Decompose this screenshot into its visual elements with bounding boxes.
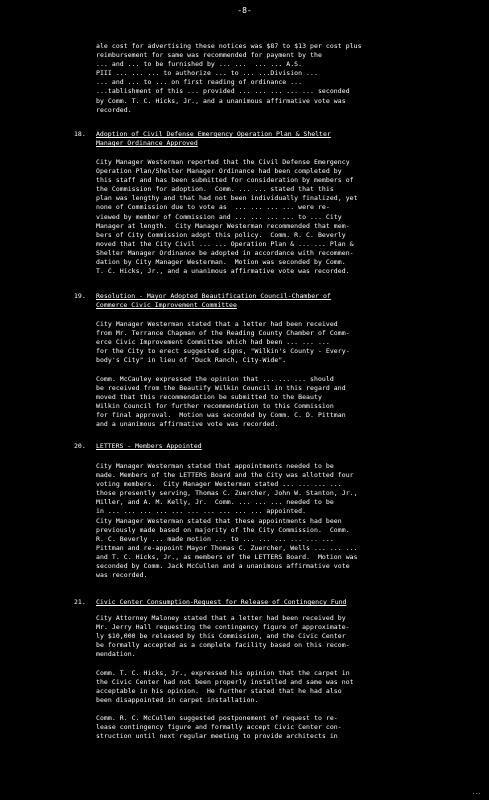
item-number: 19. [74,292,86,300]
item-body: City Attorney Maloney stated that a letter had been received by Mr. Jerry Hall requesting the contingency figure of approximate- ly $10,000 be released by this Commission, and the Civic Center be formally accepted as a complete facility based on this recom- mendation. Comm. T. C. Hicks, Jr., expressed his opinion that the carpet in the Civic Center had not been properly installed and same was not acceptable in his opinion. He further stated that he had also been disappointed in carpet installation. Comm. R. C. McCullen suggested postponement of request to re- lease contingency figure and formally accept Civic Center con- struction until next regular meeting to provide architects in [96,614,354,741]
item-body: City Manager Westerman stated that appointments needed to be made. Members of the LETTERS Board and the City was allotted four voting members. City Manager Westerman stated ... ... ... ... those presently serving, Thomas C. Zuercher, John W. Stanton, Jr., Miller, and A. M. Kelly, Jr. Comm. ... ... ... needed to be in ... ... ... ... ... ... ... ... ... ... appointed. City Manager Westerman stated that these appointments had been previously made based on majority of the City Commission. Comm. R. C. Beverly ... made motion ... to ... ... ... ... ... ... Pittman and re-appoint Mayor Thomas C. Zuercher, Wells ... ... ... and T. C. Hicks, Jr., as members of the LETTERS Board. Motion was seconded by Comm. Jack McCullen and a unanimous affirmative vote was recorded. [96,462,358,580]
intro-paragraph: ale cost for advertising these notices was $87 to $13 per cost plus reimbursement for same was recommended for payment by the ... and ... to be furnished by ... ... ... ... A.S. PIII ... ... ... to authorize ... to ... ...Division ... ... and ... to ... on first reading of ordinance ... ...tablishment of this ... provided ... ... ... ... ... seconded by Comm. T. C. Hicks, Jr., and a unanimous affirmative vote was recorded. [96,42,362,114]
item-body: City Manager Westerman reported that the Civil Defense Emergency Operation Plan/Shelter Manager Ordinance had been completed by this staff and has been submitted for consideration by members of the Commission for adoption. Comm. ... ... stated that this plan was lengthy and that had not been individually finalized, yet none of Commission due to vote as ... ... ... ... were re- viewed by member of Commission and ... ... ... ... to ... City Manager at length. City Manager Westerman recommended that mem- bers of City Commission adopt this policy. Comm. R. C. Beverly moved that the City Civil ... ... Operation Plan & ... ... Plan & Shelter Manager Ordinance be adopted in accordance with recommen- dation by City Manager Westerman. Motion was seconded by Comm. T. C. Hicks, Jr., and a unanimous affirmative vote was recorded. [96,158,358,276]
item-heading: Resolution - Mayor Adopted Beautification Council-Chamber of Commerce Civic Improvement Committee [96,292,331,310]
item-heading: LETTERS - Members Appointed [96,442,202,450]
item-heading: Civic Center Consumption-Request for Release of Contingency Fund [96,598,347,606]
item-number: 20. [74,442,86,450]
item-heading: Adoption of Civil Defense Emergency Operation Plan & Shelter Manager Ordinance Approved [96,130,331,148]
item-body: City Manager Westerman stated that a letter had been received from Mr. Terrance Chapman of the Reading County Chamber of Comm- erce Civic Improvement Committee which had been ... ... ... for the City to erect suggested signs, "Wilkin's County - Every- body's City" in lieu of "Duck Ranch, City-Wide". Comm. McCauley expressed the opinion that ... ... ... should be received from the Beautify Wilkin Council in this regard and moved that this recommendation be submitted to the Beauty Wilkin Council for further recommendation to this Commission for final approval. Motion was seconded by Comm. C. D. Pittman and a unanimous affirmative vote was recorded. [96,320,350,429]
corner-mark: ... [471,790,481,796]
page-number: -8- [237,6,252,15]
item-number: 21. [74,598,86,606]
item-number: 18. [74,130,86,138]
